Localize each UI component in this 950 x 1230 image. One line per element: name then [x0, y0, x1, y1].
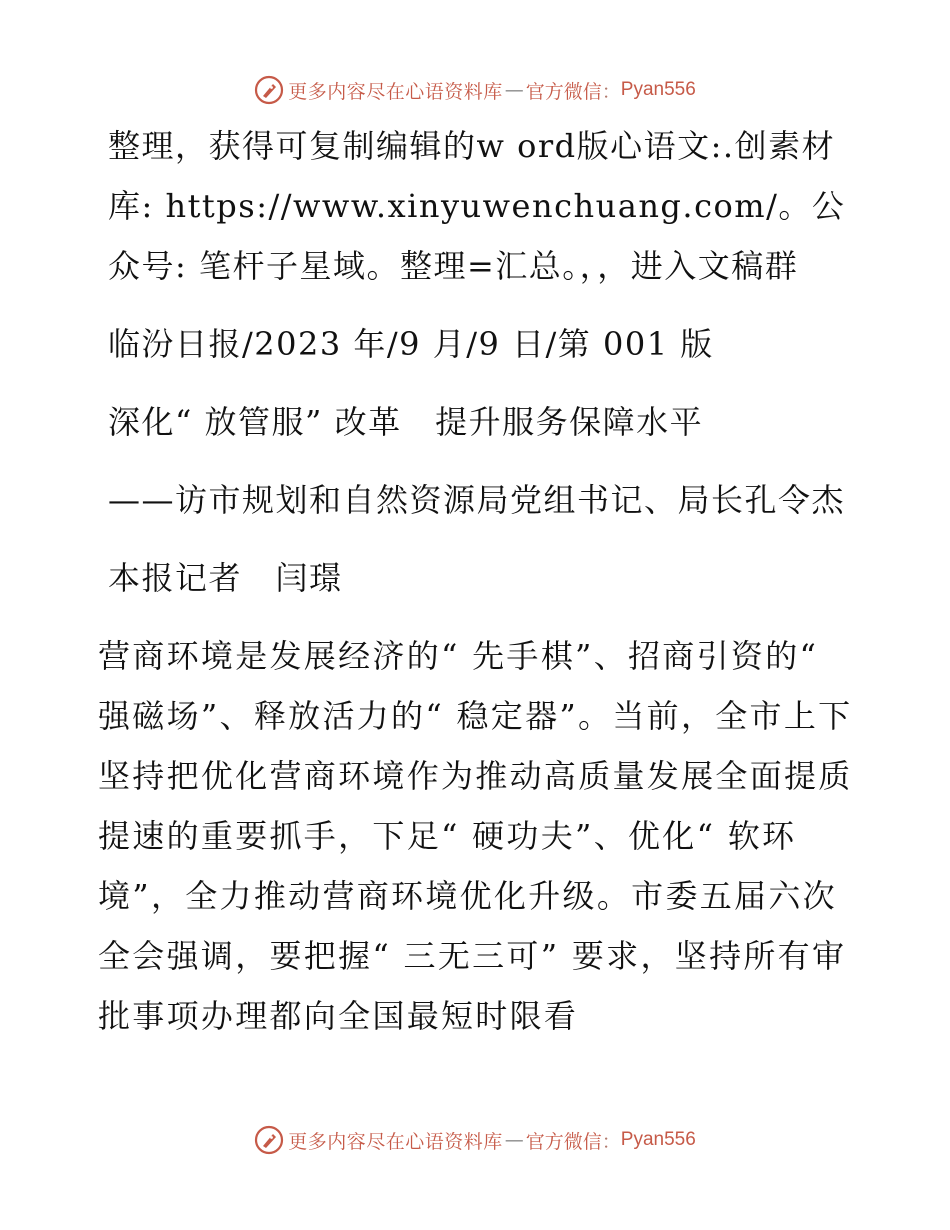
footer-watermark — [0, 1120, 950, 1160]
watermark-handle: Pyan556 — [620, 79, 696, 100]
intro-paragraph: 整理，获得可复制编辑的w ord版心语文:.创素材库: https://www.xinyuwenchuang.com/。公众号: 笔杆子星域。整理=汇总。，，进入文稿群 — [108, 127, 846, 285]
watermark-separator: ： — [601, 1130, 621, 1153]
subheadline: ——访市规划和自然资源局党组书记、局长孔令杰 — [108, 481, 846, 519]
watermark-subtitle: 官方微信 — [525, 1130, 602, 1153]
document-body — [98, 116, 858, 1046]
header-watermark — [0, 70, 950, 110]
watermark-dash: — — [504, 1129, 524, 1151]
watermark-subtitle: 官方微信 — [525, 80, 602, 103]
byline: 本报记者 闫璟 — [108, 559, 343, 597]
watermark-title: 更多内容尽在心语资料库 — [288, 1130, 503, 1153]
watermark-separator: ： — [601, 80, 621, 103]
watermark-dash: — — [504, 79, 524, 101]
body-paragraph: 营商环境是发展经济的“ 先手棋”、招商引资的“ 强磁场”、释放活力的“ 稳定器”。当前，全市上下坚持把优化营商环境作为推动高质量发展全面提质提速的重要抓手，下足“ 硬功夫”、优化“ 软环境”，全力推动营商环境优化升级。市委五届六次全会强调，要把握“ 三无三可” 要求，坚持所有审批事项办理都向全国最短时限看 — [98, 637, 853, 1035]
watermark-title: 更多内容尽在心语资料库 — [288, 80, 503, 103]
pen-nib-logo-icon — [254, 75, 284, 105]
watermark-handle: Pyan556 — [620, 1129, 696, 1150]
pen-nib-logo-icon — [254, 1125, 284, 1155]
source-line: 临汾日报/2023 年/9 月/9 日/第 001 版 — [108, 325, 714, 363]
headline: 深化“ 放管服” 改革 提升服务保障水平 — [108, 403, 704, 441]
